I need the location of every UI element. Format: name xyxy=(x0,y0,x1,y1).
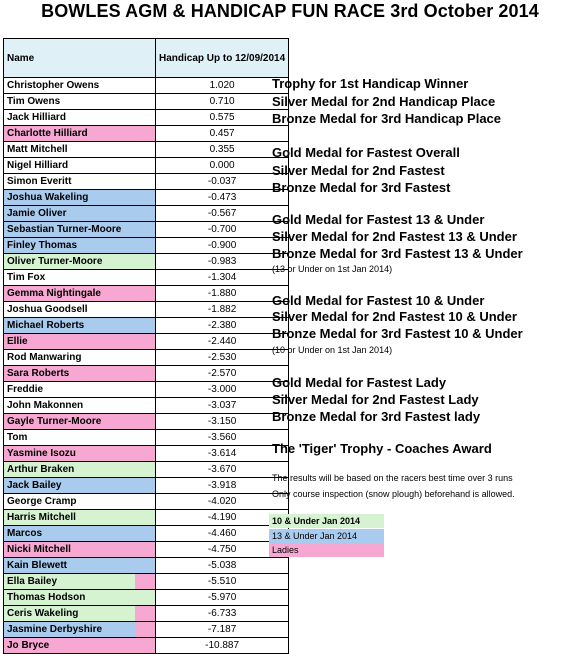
handicap-value: -2.570 xyxy=(156,366,289,382)
racer-name xyxy=(4,398,156,414)
racer-name-text: Charlotte Hilliard xyxy=(7,128,88,139)
racer-name-text: Ellie xyxy=(7,336,28,347)
table-row xyxy=(4,590,289,606)
award-tiger-trophy: The 'Tiger' Trophy - Coaches Award xyxy=(272,441,492,456)
racer-name-text: Simon Everitt xyxy=(7,176,72,187)
racer-name xyxy=(4,238,156,254)
award-handicap-1st: Trophy for 1st Handicap Winner xyxy=(272,76,469,91)
category-strip xyxy=(135,574,155,589)
racer-name xyxy=(4,94,156,110)
handicap-value: -1.880 xyxy=(156,286,289,302)
handicap-value: 0.575 xyxy=(156,110,289,126)
racer-name xyxy=(4,126,156,142)
racer-name xyxy=(4,542,156,558)
table-row xyxy=(4,174,289,190)
handicap-value: -3.614 xyxy=(156,446,289,462)
award-13under-1st: Gold Medal for Fastest 13 & Under xyxy=(272,212,485,227)
racer-name xyxy=(4,110,156,126)
note-results: The results will be based on the racers best time over 3 runs xyxy=(272,473,513,483)
handicap-value: -5.510 xyxy=(156,574,289,590)
table-row xyxy=(4,158,289,174)
table-row xyxy=(4,622,289,638)
table-row xyxy=(4,206,289,222)
table-row xyxy=(4,542,289,558)
racer-name-text: Kain Blewett xyxy=(7,560,68,571)
racer-name xyxy=(4,558,156,574)
handicap-value: -3.918 xyxy=(156,478,289,494)
legend-10-under: 10 & Under Jan 2014 xyxy=(269,514,384,528)
table-row xyxy=(4,414,289,430)
racer-name xyxy=(4,318,156,334)
page-title: BOWLES AGM & HANDICAP FUN RACE 3rd October 2014 xyxy=(41,1,539,21)
racer-name xyxy=(4,174,156,190)
racer-name-text: Jo Bryce xyxy=(7,640,50,651)
racer-name xyxy=(4,78,156,94)
table-row xyxy=(4,222,289,238)
handicap-value: -5.038 xyxy=(156,558,289,574)
handicap-value: -6.733 xyxy=(156,606,289,622)
racer-name-text: Michael Roberts xyxy=(7,320,85,331)
table-row xyxy=(4,462,289,478)
handicap-value: -2.380 xyxy=(156,318,289,334)
handicap-value: 0.457 xyxy=(156,126,289,142)
racer-name xyxy=(4,302,156,318)
table-row xyxy=(4,430,289,446)
table-row xyxy=(4,398,289,414)
racer-name-text: Christopher Owens xyxy=(7,80,100,91)
handicap-value: -3.000 xyxy=(156,382,289,398)
racer-name xyxy=(4,222,156,238)
table-row xyxy=(4,606,289,622)
award-handicap-2nd: Silver Medal for 2nd Handicap Place xyxy=(272,94,496,109)
table-row xyxy=(4,94,289,110)
racer-name-text: Jasmine Derbyshire xyxy=(7,624,103,635)
racer-name xyxy=(4,270,156,286)
header-handicap: Handicap Up to 12/09/2014 xyxy=(156,39,289,78)
table-row xyxy=(4,558,289,574)
category-strip xyxy=(135,622,155,637)
handicap-value: 1.020 xyxy=(156,78,289,94)
handicap-value: -3.037 xyxy=(156,398,289,414)
racer-name-text: Arthur Braken xyxy=(7,464,75,475)
award-10under-3rd: Bronze Medal for 3rd Fastest 10 & Under xyxy=(272,326,523,341)
racer-name xyxy=(4,206,156,222)
racer-name xyxy=(4,254,156,270)
racer-name xyxy=(4,190,156,206)
handicap-value: 0.355 xyxy=(156,142,289,158)
racer-name-text: John Makonnen xyxy=(7,400,84,411)
racer-name xyxy=(4,366,156,382)
note-inspection: Only course inspection (snow plough) beforehand is allowed. xyxy=(272,489,515,499)
award-lady-1st: Gold Medal for Fastest Lady xyxy=(272,375,447,390)
header-name: Name xyxy=(4,39,156,78)
table-row xyxy=(4,510,289,526)
handicap-value: -2.440 xyxy=(156,334,289,350)
handicap-value: -7.187 xyxy=(156,622,289,638)
racer-name xyxy=(4,494,156,510)
handicap-value: -0.700 xyxy=(156,222,289,238)
handicap-value: -0.983 xyxy=(156,254,289,270)
racer-name-text: Jamie Oliver xyxy=(7,208,67,219)
racer-name-text: George Cramp xyxy=(7,496,77,507)
racer-name xyxy=(4,446,156,462)
racer-name-text: Jack Bailey xyxy=(7,480,62,491)
legend-ladies: Ladies xyxy=(269,543,384,557)
handicap-value: -5.970 xyxy=(156,590,289,606)
table-row xyxy=(4,270,289,286)
racer-name-text: Jack Hilliard xyxy=(7,112,66,123)
award-13under-3rd: Bronze Medal for 3rd Fastest 13 & Under xyxy=(272,246,523,261)
table-row xyxy=(4,142,289,158)
racer-name-text: Freddie xyxy=(7,384,44,395)
handicap-value: -4.460 xyxy=(156,526,289,542)
table-row xyxy=(4,318,289,334)
racer-name xyxy=(4,286,156,302)
award-13under-2nd: Silver Medal for 2nd Fastest 13 & Under xyxy=(272,229,517,244)
note-13-under: (13 or Under on 1st Jan 2014) xyxy=(272,264,393,274)
racer-name xyxy=(4,526,156,542)
handicap-value: -2.530 xyxy=(156,350,289,366)
racer-name xyxy=(4,382,156,398)
table-row xyxy=(4,574,289,590)
table-row xyxy=(4,526,289,542)
racer-name-text: Oliver Turner-Moore xyxy=(7,256,103,267)
racer-name xyxy=(4,158,156,174)
table-row xyxy=(4,350,289,366)
racer-name-text: Ella Bailey xyxy=(7,576,58,587)
racer-name-text: Sara Roberts xyxy=(7,368,70,379)
handicap-value: -4.190 xyxy=(156,510,289,526)
racer-name-text: Sebastian Turner-Moore xyxy=(7,224,122,235)
racer-name-text: Tim Owens xyxy=(7,96,61,107)
award-handicap-3rd: Bronze Medal for 3rd Handicap Place xyxy=(272,111,502,126)
table-row xyxy=(4,126,289,142)
table-row xyxy=(4,254,289,270)
table-row xyxy=(4,286,289,302)
handicap-table xyxy=(3,38,289,654)
racer-name xyxy=(4,142,156,158)
award-lady-2nd: Silver Medal for 2nd Fastest Lady xyxy=(272,392,479,407)
racer-name-text: Ceris Wakeling xyxy=(7,608,79,619)
racer-name xyxy=(4,350,156,366)
table-row xyxy=(4,382,289,398)
handicap-value: -4.750 xyxy=(156,542,289,558)
racer-name-text: Matt Mitchell xyxy=(7,144,68,155)
table-row xyxy=(4,78,289,94)
award-fastest-1st: Gold Medal for Fastest Overall xyxy=(272,145,460,160)
handicap-value: -1.882 xyxy=(156,302,289,318)
handicap-value: -0.900 xyxy=(156,238,289,254)
handicap-value: -10.887 xyxy=(156,638,289,654)
racer-name xyxy=(4,430,156,446)
legend-13-under: 13 & Under Jan 2014 xyxy=(269,529,384,543)
racer-name xyxy=(4,334,156,350)
racer-name-text: Finley Thomas xyxy=(7,240,78,251)
table-row xyxy=(4,190,289,206)
award-fastest-3rd: Bronze Medal for 3rd Fastest xyxy=(272,180,451,195)
racer-name-text: Joshua Wakeling xyxy=(7,192,89,203)
racer-name-text: Harris Mitchell xyxy=(7,512,76,523)
racer-name xyxy=(4,574,156,590)
table-row xyxy=(4,366,289,382)
racer-name xyxy=(4,606,156,622)
handicap-value: -4.020 xyxy=(156,494,289,510)
racer-name xyxy=(4,590,156,606)
handicap-value: 0.710 xyxy=(156,94,289,110)
table-row xyxy=(4,334,289,350)
racer-name-text: Nigel Hilliard xyxy=(7,160,69,171)
racer-name xyxy=(4,622,156,638)
table-row xyxy=(4,446,289,462)
table-row xyxy=(4,110,289,126)
award-lady-3rd: Bronze Medal for 3rd Fastest lady xyxy=(272,409,481,424)
handicap-value: -3.560 xyxy=(156,430,289,446)
racer-name-text: Joshua Goodsell xyxy=(7,304,88,315)
racer-name xyxy=(4,510,156,526)
racer-name-text: Yasmine Isozu xyxy=(7,448,76,459)
racer-name-text: Gayle Turner-Moore xyxy=(7,416,102,427)
handicap-value: 0.000 xyxy=(156,158,289,174)
handicap-value: -0.473 xyxy=(156,190,289,206)
award-fastest-2nd: Silver Medal for 2nd Fastest xyxy=(272,163,445,178)
handicap-value: -3.150 xyxy=(156,414,289,430)
award-10under-1st: Gold Medal for Fastest 10 & Under xyxy=(272,293,485,308)
table-row xyxy=(4,478,289,494)
racer-name-text: Nicki Mitchell xyxy=(7,544,71,555)
racer-name-text: Tom xyxy=(7,432,28,443)
racer-name xyxy=(4,478,156,494)
racer-name-text: Thomas Hodson xyxy=(7,592,86,603)
racer-name-text: Rod Manwaring xyxy=(7,352,82,363)
table-row xyxy=(4,302,289,318)
racer-name xyxy=(4,414,156,430)
racer-name-text: Tim Fox xyxy=(7,272,46,283)
racer-name-text: Marcos xyxy=(7,528,43,539)
handicap-value: -3.670 xyxy=(156,462,289,478)
note-10-under: (10 or Under on 1st Jan 2014) xyxy=(272,345,393,355)
category-strip xyxy=(135,606,155,621)
table-row xyxy=(4,494,289,510)
racer-name xyxy=(4,462,156,478)
handicap-value: -0.037 xyxy=(156,174,289,190)
table-row xyxy=(4,238,289,254)
award-10under-2nd: Silver Medal for 2nd Fastest 10 & Under xyxy=(272,309,517,324)
handicap-value: -0.567 xyxy=(156,206,289,222)
racer-name-text: Gemma Nightingale xyxy=(7,288,101,299)
handicap-value: -1.304 xyxy=(156,270,289,286)
